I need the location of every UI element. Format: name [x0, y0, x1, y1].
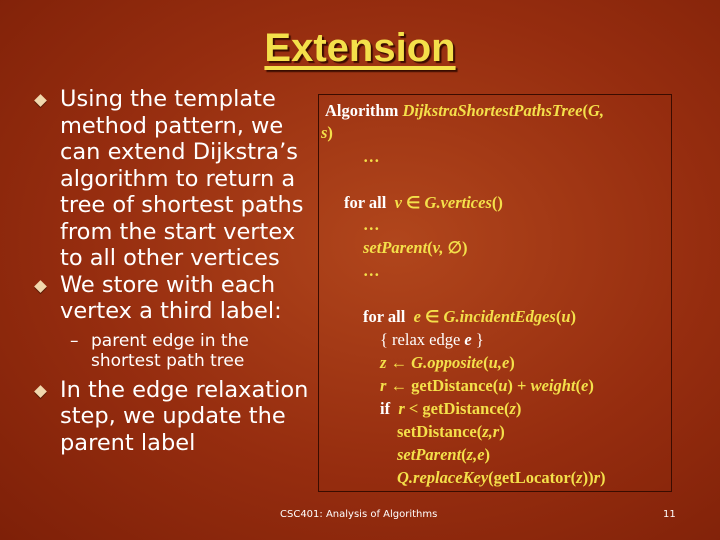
paren: ( [427, 238, 433, 257]
slide-title: Extension [264, 26, 456, 70]
paren: ) [588, 376, 594, 395]
g-vertices-call: G.vertices [424, 193, 492, 212]
paren: ( [488, 468, 494, 487]
if-keyword: if [380, 399, 391, 418]
setparent-call: setParent [397, 445, 462, 464]
paren: ) [499, 422, 505, 441]
if-line [380, 399, 521, 419]
getlocator-call: getLocator [493, 468, 571, 487]
parens: () [491, 193, 503, 212]
arg-r: r [593, 468, 600, 487]
relax-comment-line [380, 330, 484, 350]
algorithm-box [318, 94, 672, 492]
weight-call: weight [530, 376, 576, 395]
args: z,e [466, 445, 485, 464]
replacekey-line [397, 468, 605, 488]
paren: ) [462, 238, 468, 257]
q-replacekey-call: Q.replaceKey [397, 468, 489, 487]
assign-arrow: ← [390, 376, 408, 395]
algorithm-name: DijkstraShortestPathsTree [402, 101, 583, 120]
bullet-text: Using the template method pattern, we can extend Dijkstra’s algorithm to return a tree of shortest paths from the start vertex to all other vertices [60, 86, 304, 271]
distance-sum-line [380, 376, 594, 396]
paren: ( [555, 307, 562, 326]
param-g: G, [587, 101, 604, 120]
var-e: e [464, 330, 472, 349]
setparent-line [397, 445, 490, 465]
bullet-text: In the edge relaxation step, we update the parent label [60, 376, 309, 456]
forall-keyword: for all [344, 193, 387, 212]
getdistance-call: getDistance [411, 376, 493, 395]
arg-z: z [576, 468, 583, 487]
plus-sign: + [517, 376, 527, 395]
paren: ) [588, 468, 594, 487]
paren: ) [582, 468, 589, 487]
empty-set-symbol: ∅ [447, 238, 463, 257]
arg-v: v, [432, 238, 444, 257]
paren: ( [503, 399, 510, 418]
sub-bullet-item [36, 331, 321, 371]
ellipsis-line: … [363, 261, 380, 280]
diamond-bullet-icon [34, 94, 47, 107]
args: u,e [488, 353, 510, 372]
paren: ( [483, 353, 489, 372]
setparent-null-line [363, 238, 468, 258]
paren: ) [484, 445, 491, 464]
comment-text: { relax edge [380, 330, 465, 349]
element-of-symbol: ∈ [425, 307, 440, 326]
g-incidentedges-call: G.incidentEdges [443, 307, 556, 326]
comment-text: } [471, 330, 484, 349]
algo-header-line [325, 101, 604, 121]
paren: ) [599, 468, 606, 487]
paren: ( [476, 422, 483, 441]
paren: ( [461, 445, 467, 464]
diamond-bullet-icon [34, 280, 47, 293]
sub-bullet-text: parent edge in the shortest path tree [91, 330, 249, 371]
setdistance-call: setDistance [397, 422, 477, 441]
algorithm-keyword: Algorithm [325, 101, 399, 120]
arg-e: e [581, 376, 589, 395]
opposite-line [380, 353, 515, 373]
paren: ( [575, 376, 582, 395]
bullet-text: We store with each vertex a third label: [60, 271, 282, 324]
element-of-symbol: ∈ [406, 193, 421, 212]
args: z,r [482, 422, 500, 441]
bullet-list [36, 86, 321, 456]
var-z: z [380, 353, 387, 372]
forall-keyword: for all [363, 307, 406, 326]
var-r: r [380, 376, 387, 395]
g-opposite-call: G.opposite [411, 353, 484, 372]
setdistance-line [397, 422, 505, 442]
paren: ) [570, 307, 577, 326]
var-v: v [394, 193, 402, 212]
arg-u: u [561, 307, 571, 326]
diamond-bullet-icon [34, 385, 47, 398]
for-vertices-line [344, 193, 503, 213]
bullet-item [36, 377, 321, 457]
bullet-item [36, 86, 321, 272]
for-edges-line [363, 307, 576, 327]
bullet-item [36, 272, 321, 325]
paren: ) [327, 123, 333, 142]
arg-u: u [498, 376, 508, 395]
ellipsis-line: … [363, 147, 380, 166]
ellipsis-line: … [363, 215, 380, 234]
var-r: r [398, 399, 405, 418]
getdistance-call: getDistance [422, 399, 504, 418]
assign-arrow: ← [390, 353, 408, 372]
paren: ) [509, 353, 515, 372]
paren: ( [492, 376, 499, 395]
paren: ) [507, 376, 513, 395]
arg-z: z [509, 399, 516, 418]
paren: ( [570, 468, 577, 487]
footer-text: CSC401: Analysis of Algorithms [280, 509, 438, 520]
paren: ( [582, 101, 588, 120]
algo-header-line-2 [321, 123, 333, 143]
var-e: e [413, 307, 421, 326]
param-s: s [321, 123, 328, 142]
dash-bullet: – [70, 330, 79, 351]
less-than-sign: < [408, 399, 419, 418]
setparent-call: setParent [363, 238, 428, 257]
page-number: 11 [663, 509, 676, 520]
paren: ) [515, 399, 522, 418]
